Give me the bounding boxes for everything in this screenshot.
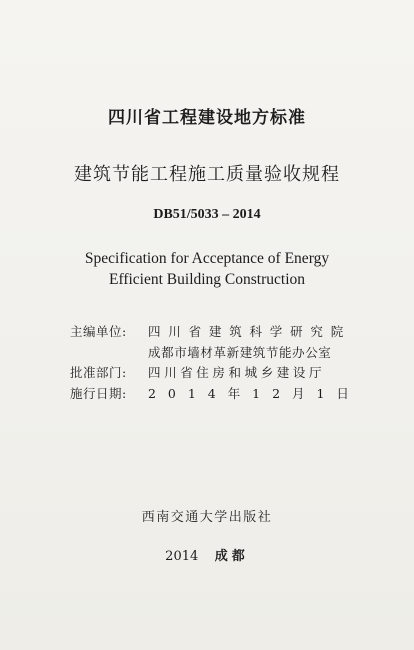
approver-label: 批准部门:: [70, 365, 127, 380]
standard-code: DB51/5033 – 2014: [153, 207, 261, 222]
document-title: 建筑节能工程施工质量验收规程: [74, 164, 340, 185]
effective-date-value: 2 0 1 4 年 1 2 月 1 日: [148, 385, 350, 401]
standard-series-heading: 四川省工程建设地方标准: [108, 108, 306, 128]
publication-year: 2014: [165, 549, 199, 564]
english-title-line-2: Efficient Building Construction: [108, 271, 306, 288]
approver-row: [70, 363, 370, 384]
publication-city: 成都: [214, 549, 249, 564]
english-title: [0, 248, 414, 290]
publication-line: [0, 545, 414, 564]
effective-date-row: [70, 384, 370, 405]
editor-row: [70, 322, 370, 343]
english-title-line-1: Specification for Acceptance of Energy: [84, 250, 330, 267]
editor-value-2: 成都市墙材革新建筑节能办公室: [148, 344, 332, 360]
editor-label: 主编单位:: [70, 324, 127, 339]
approver-value: 四川省住房和城乡建设厅: [148, 365, 326, 380]
effective-date-label: 施行日期:: [70, 385, 127, 401]
editor-value-1: 四川省建筑科学研究院: [148, 324, 352, 339]
publisher-name: 西南交通大学出版社: [141, 510, 273, 525]
document-info-block: [70, 322, 370, 404]
editor-row-2: [70, 343, 370, 364]
